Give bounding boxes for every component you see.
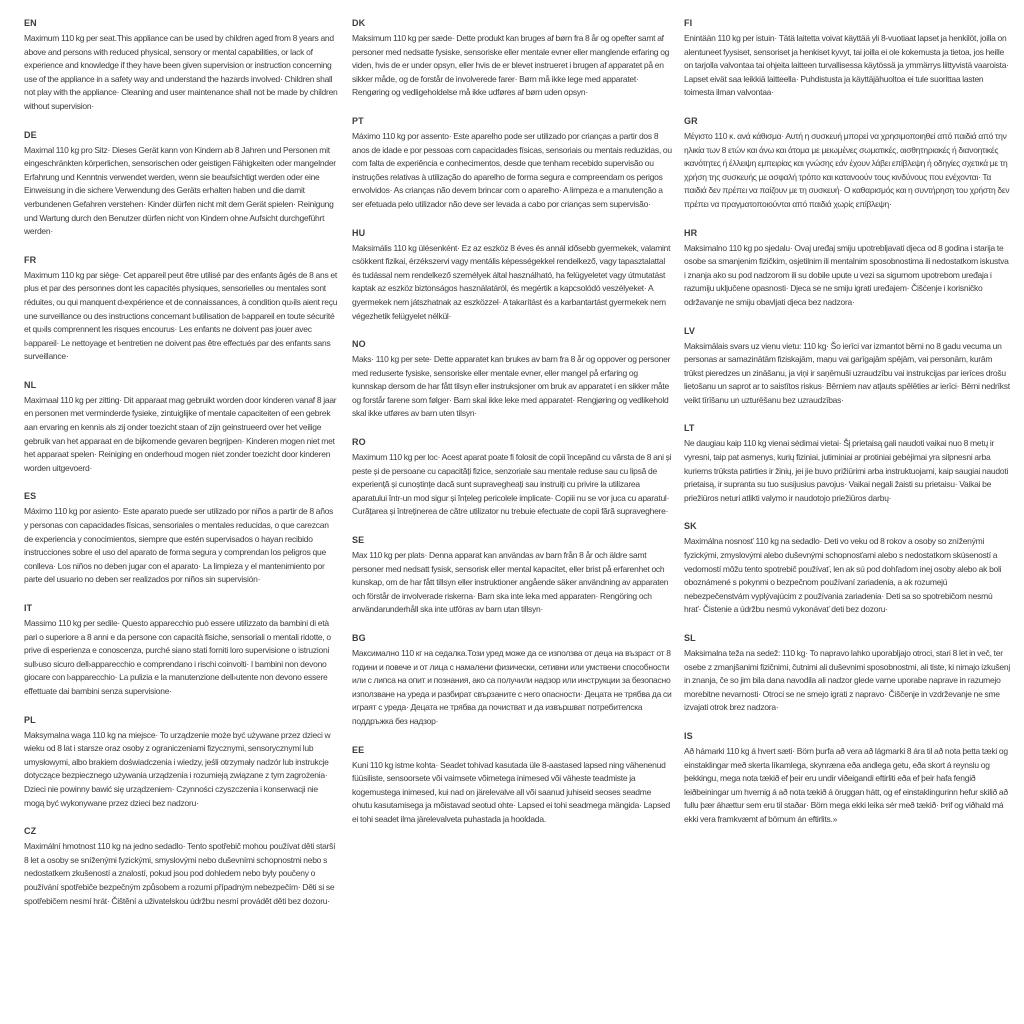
language-section-pl bbox=[24, 713, 338, 811]
section-text: Kuni 110 kg istme kohta· Seadet tohivad kasutada üle 8-aastased lapsed ning vähenenud füüsiliste, sensoorsete või vaimsete võimetega inimesed või väheste teadmiste ja kogemustega inimesed, kui nad on järelevalve all või saanud juhiseid seoses seadme ohutu kasutamisega ja mõistavad seotud ohte· Lapsed ei tohi seadmega mängida· Lapsed ei tohi seadet ilma järelevalveta puhastada ja hooldada. bbox=[352, 759, 670, 824]
language-section-en bbox=[24, 16, 338, 114]
language-section-de bbox=[24, 128, 338, 239]
language-section-ro bbox=[352, 435, 672, 519]
language-code: EN bbox=[24, 18, 37, 28]
language-code: NL bbox=[24, 379, 37, 390]
section-text: Maksimális 110 kg ülésenként· Ez az eszköz 8 éves és annál idősebb gyermekek, valamint csökkent fizikai, érzékszervi vagy mentális képességekkel rendelkező, vagy tapasztalattal és tudással nem rendelkező személyek által használható, ha felügyeletet vagy útmutatást kaptak az eszköz biztonságos használatáról, és megértik a kapcsolódó veszélyeket· A gyermekek nem játszhatnak az eszközzel· A takarítást és a karbantartást gyermekek nem végezhetik felügyelet nélkül· bbox=[352, 242, 671, 321]
language-code: IT bbox=[24, 603, 33, 613]
language-section-lt bbox=[684, 421, 1011, 505]
section-text: Maksimālais svars uz vienu vietu: 110 kg· Šo ierīci var izmantot bērni no 8 gadu vecuma un personas ar samazinātām fiziskajām, maņu vai garīgajām spējām, vai personām, kurām trūkst pieredzes un zināšanu, ja viņi ir saņēmuši uzraudzību vai instrukcijas par ierīces drošu lietošanu un saprot ar to saistītos riskus· Bērniem nav atļauts spēlēties ar ierīci· Bērni nedrīkst veikt tīrīšanu un uzturēšanu bez uzraudzības· bbox=[684, 340, 1010, 405]
section-text: Máximo 110 kg por assento· Este aparelho pode ser utilizado por crianças a partir dos 8 anos de idade e por pessoas com capacidades físicas, sensoriais ou mentais reduzidas, ou com falta de experiência e conhecimentos, desde que tenham recebido supervisão ou instruções relativas à utilização do aparelho de forma segura e compreendam os perigos envolvidos· As crianças não devem brincar com o aparelho· A limpeza e a manutenção a ser efetuada pelo utilizador não deve ser levada a cabo por crianças sem supervisão· bbox=[352, 130, 672, 209]
language-code: DE bbox=[24, 129, 37, 140]
language-code: SE bbox=[352, 535, 365, 546]
language-section-pt bbox=[352, 114, 672, 212]
section-text: Maks· 110 kg per sete· Dette apparatet kan brukes av barn fra 8 år og oppover og personer med reduserte fysiske, sensoriske eller mentale evner, eller mangel på erfaring og kunnskap dersom de har fått tilsyn eller instruksjoner om bruk av apparatet i en sikker måte og forstår farene som følger· Barn skal ikke leke med apparatet· Rengjøring og vedlikehold skal ikke utføres av barn uten tilsyn· bbox=[352, 354, 671, 419]
section-text: Maximal 110 kg pro Sitz· Dieses Gerät kann von Kindern ab 8 Jahren und Personen mit eingeschränkten körperlichen, sensorischen oder geistigen Fähigkeiten oder mangelnder Erfahrung und Kenntnis verwendet werden, wenn sie beaufsichtigt werden oder eine Einweisung in die sichere Verwendung des Geräts erhalten haben und die damit verbundenen Gefahren verstehen· Kinder dürfen nicht mit dem Gerät spielen· Reinigung und Wartung durch den Benutzer dürfen nicht von Kindern ohne Aufsicht durchgeführt werden· bbox=[24, 144, 336, 237]
section-text: Maximálna nosnosť 110 kg na sedadlo· Deti vo veku od 8 rokov a osoby so zníženými fyzickými, zmyslovými alebo duševnými schopnosťami alebo s nedostatkom skúseností a vedomostí môžu tento spotrebič používať, len ak sú pod dohľadom inej osoby alebo ak boli oboznámené s pokynmi o bezpečnom používaní zariadenia, a ak rozumejú nebezpečenstvám vyplývajúcim z používania zariadenia· Deti sa so spotrebičom nesmú hrať· Čistenie a údržbu nesmú vykonávať deti bez dozoru· bbox=[684, 536, 1002, 615]
language-section-fi bbox=[684, 16, 1011, 100]
section-text: Максимално 110 кг на седалка.Този уред може да се използва от деца на възраст от 8 години и повече и от лица с намалени физически, сетивни или умствени способности или с липса на опит и познания, ако са получили надзор или инструкции за безопасно използване на уреда и разбират свързаните с него опасности· Децата не трябва да си играят с уреда· Децата не трябва да почистват и да извършват потребителска поддръжка без надзор· bbox=[352, 648, 672, 726]
section-text: Maximum 110 kg per loc· Acest aparat poate fi folosit de copii începând cu vârsta de 8 ani și peste și de persoane cu capacități fizice, senzoriale sau mentale reduse sau cu lipsă de experiență și cunoștințe dacă sunt supravegheați sau instruiți cu privire la utilizarea aparatului într-un mod sigur și înțeleg pericolele implicate· Copiii nu se vor juca cu aparatul· Curățarea și întreținerea de către utilizator nu trebuie efectuate de copii fără supraveghere· bbox=[352, 452, 672, 517]
language-section-lv bbox=[684, 324, 1011, 408]
column-1 bbox=[0, 16, 341, 922]
language-code: BG bbox=[352, 633, 366, 643]
column-3 bbox=[682, 16, 1024, 922]
language-code: HU bbox=[352, 227, 366, 238]
language-section-sl bbox=[684, 631, 1011, 715]
language-section-is bbox=[684, 729, 1011, 827]
section-text: Maximaal 110 kg per zitting· Dit apparaat mag gebruikt worden door kinderen vanaf 8 jaar en personen met verminderde fysieke, zintuiglijke of mentale capaciteiten of een gebrek aan ervaring en kennis als zij onder toezicht staan of zijn geinstrueerd over het veilige gebruik van het apparaat en de bijkomende gevaren begrijpen· Kinderen mogen niet met het apparaat spelen· Reiniging en onderhoud mogen niet zonder toezicht door kinderen worden uitgevoerd· bbox=[24, 394, 337, 473]
language-section-no bbox=[352, 337, 672, 421]
language-section-hu bbox=[352, 226, 672, 324]
language-section-nl bbox=[24, 378, 338, 476]
language-section-fr bbox=[24, 253, 338, 364]
section-text: Massimo 110 kg per sedile· Questo apparecchio può essere utilizzato da bambini di età pari o superiore a 8 anni e da persone con capacità fisiche, sensoriali o mentali ridotte, o prive di esperienza e conoscenza, purché siano stati forniti loro supervisione o istruzioni sull›uso sicuro dell›apparecchio e comprendano i rischi coinvolti· I bambini non devono giocare con l›apparecchio· La pulizia e la manutenzione dell›utente non devono essere effettuate dai bambini senza supervisione· bbox=[24, 618, 331, 696]
section-text: Maximální hmotnost 110 kg na jedno sedadlo· Tento spotřebič mohou používat děti starší 8 let a osoby se sníženými fyzickými, smyslovými nebo duševními schopnostmi nebo s nedostatkem zkušeností a znalostí, pokud jsou pod dohledem nebo byly poučeny o používání spotřebiče bezpečným způsobem a rozumí případným nebezpečím· Děti si se spotřebičem nesmí hrát· Čištění a uživatelskou údržbu nesmí provádět děti bez dozoru· bbox=[24, 841, 336, 906]
language-code: GR bbox=[684, 115, 698, 126]
language-code: IS bbox=[684, 730, 693, 741]
section-text: Maximum 110 kg per seat.This appliance can be used by children aged from 8 years and above and persons with reduced physical, sensory or mental capabilities, or lack of experience and knowledge if they have been given supervision or instruction concerning use of the appliance in a safety way and understand the hazards involved· Children shall not play with the appliance· Cleaning and user maintenance shall not be made by children without supervision· bbox=[24, 33, 338, 111]
language-code: EE bbox=[352, 744, 365, 755]
section-text: Μέγιστο 110 κ. ανά κάθισμα· Αυτή η συσκευή μπορεί να χρησιμοποιηθεί από παιδιά από την ηλικία των 8 ετών και άνω και άτομα με μειωμένες σωματικές, αισθητηριακές ή διανοητικές ικανότητες ή έλλειψη εμπειρίας και γνώσης εάν έχουν λάβει επίβλεψη ή οδηγίες σχετικά με τη χρήση της συσκευής με ασφαλή τρόπο και κατανοούν τους κινδύνους που ενέχονται· Τα παιδιά δεν πρέπει να παίζουν με τη συσκευή· Ο καθαρισμός και η συντήρηση του χρήστη δεν πρέπει να πραγματοποιούνται από παιδιά χωρίς επίβλεψη· bbox=[684, 130, 1010, 209]
language-section-cz bbox=[24, 824, 338, 908]
language-code: ES bbox=[24, 491, 37, 502]
language-section-es bbox=[24, 489, 338, 587]
section-text: Maksimum 110 kg per sæde· Dette produkt kan bruges af børn fra 8 år og opefter samt af personer med nedsatte fysiske, sensoriske eller mentale evner eller manglende erfaring og viden, hvis de er under opsyn, eller hvis de er blevet instrueret i brugen af apparatet på en sikker måde, og de forstår de involverede farer· Børn må ikke lege med apparatet· Rengøring og vedligeholdelse må ikke udføres af børn uden opsyn· bbox=[352, 33, 670, 98]
language-code: CZ bbox=[24, 826, 37, 837]
language-code: HR bbox=[684, 227, 698, 238]
section-text: Maksimalna teža na sedež: 110 kg· To napravo lahko uporabljajo otroci, stari 8 let in več, ter osebe z zmanjšanimi fizičnimi, čutnimi ali duševnimi sposobnostmi, ali tiste, ki nimajo izkušenj in znanja, če so jim bila dana navodila ali nadzor glede varne uporabe naprave in razumejo morebitne nevarnosti· Otroci se ne smejo igrati z napravo· Čiščenje in vzdrževanje ne sme izvajati otrok brez nadzora· bbox=[684, 648, 1011, 713]
language-code: PT bbox=[352, 115, 364, 126]
section-text: Máximo 110 kg por asiento· Este aparato puede ser utilizado por niños a partir de 8 años y personas con capacidades físicas, sensoriales o mentales reducidas, o que carezcan de experiencia y conocimientos, siempre que estén supervisados o hayan recibido instrucciones sobre el uso del aparato de forma segura y comprendan los peligros que conlleva· Los niños no deben jugar con el aparato· La limpieza y el mantenimiento por parte del usuario no deben ser realizados por niños sin supervisión· bbox=[24, 506, 334, 585]
language-section-se bbox=[352, 533, 672, 617]
language-code: SL bbox=[684, 633, 696, 643]
language-section-sk bbox=[684, 519, 1011, 617]
language-section-bg bbox=[352, 631, 672, 729]
language-code: RO bbox=[352, 437, 366, 448]
language-section-hr bbox=[684, 226, 1011, 310]
section-text: Max 110 kg per plats· Denna apparat kan användas av barn från 8 år och äldre samt personer med nedsatt fysisk, sensorisk eller mental kapacitet, eller brist på erfarenhet och kunskap, om de har fått tillsyn eller instruktioner angående säker användning av apparaten och förstår de involverade riskerna· Barn ska inte leka med apparaten· Rengöring och användarunderhåll ska inte utföras av barn utan tillsyn· bbox=[352, 550, 669, 615]
language-code: NO bbox=[352, 339, 366, 350]
language-section-it bbox=[24, 601, 338, 699]
language-code: PL bbox=[24, 714, 36, 725]
language-section-dk bbox=[352, 16, 672, 100]
section-text: Að hámarki 110 kg á hvert sæti· Börn þurfa að vera að lágmarki 8 ára til að nota þetta tæki og einstaklingar með skerta líkamlega, skynræna eða andlega getu, eða skort á reynslu og þekkingu, mega nota tækið ef þeir eru undir viðeigandi eftirliti eða ef þeir hafa fengið leiðbeiningar um hvernig á að nota tækið á öruggan hátt, og ef einstaklingurinn hefur skilið að fullu þær áhættur sem eru til staðar· Börn mega ekki leika sér með tækið· Þrif og viðhald má ekki vera framkvæmt af börnum án eftirlits.» bbox=[684, 745, 1008, 824]
section-text: Maksimalno 110 kg po sjedalu· Ovaj uređaj smiju upotrebljavati djeca od 8 godina i starija te osobe sa smanjenim fizičkim, osjetilnim ili mentalnim sposobnostima ili nedostatkom iskustva i znanja ako su pod nadzorom ili su dobile upute u vezi sa sigurnom upotrebom uređaja i razumiju uključene opasnosti· Djeca se ne smiju igrati uređajem· Čišćenje i korisničko održavanje ne smiju obavljati djeca bez nadzora· bbox=[684, 242, 1009, 307]
section-text: Ne daugiau kaip 110 kg vienai sėdimai vietai· Šį prietaisą gali naudoti vaikai nuo 8 metų ir vyresni, taip pat asmenys, kurių fiziniai, jutiminiai ar protiniai gebėjimai yra silpnesni arba kuriems trūksta patirties ir žinių, jei jie buvo prižiūrimi arba instruktuojami, kaip saugiai naudoti prietaisą, ir supranta su tuo susijusius pavojus· Vaikai negali žaisti su prietaisu· Vaikai be priežiūros neturi atlikti valymo ir naudotojo priežiūros darbų· bbox=[684, 438, 1009, 503]
column-2 bbox=[341, 16, 682, 922]
section-text: Maximum 110 kg par siège· Cet appareil peut être utilisé par des enfants âgés de 8 ans et plus et par des personnes dont les capacités physiques, sensorielles ou mentales sont réduites, ou qui manquent d›expérience et de connaissances, à condition qu›ils aient reçu une surveillance ou des instructions concernant l›utilisation de l›appareil en toute sécurité et qu›ils comprennent les risques encourus· Les enfants ne doivent pas jouer avec l›appareil· Le nettoyage et l›entretien ne doivent pas être effectués par des enfants sans surveillance· bbox=[24, 269, 338, 362]
language-code: LV bbox=[684, 325, 696, 336]
language-code: SK bbox=[684, 521, 697, 532]
section-text: Maksymalna waga 110 kg na miejsce· To urządzenie może być używane przez dzieci w wieku od 8 lat i starsze oraz osoby z ograniczeniami fizycznymi, sensorycznymi lub umysłowymi, albo brakiem doświadczenia i wiedzy, jeśli otrzymały nadzór lub instrukcje dotyczące bezpiecznego używania urządzenia i rozumieją związane z tym zagrożenia· Dzieci nie powinny bawić się urządzeniem· Czynności czyszczenia i konserwacji nie mogą być wykonywane przez dzieci bez nadzoru· bbox=[24, 729, 331, 808]
language-code: FR bbox=[24, 254, 37, 265]
language-code: DK bbox=[352, 18, 366, 28]
language-section-ee bbox=[352, 743, 672, 827]
section-text: Enintään 110 kg per istuin· Tätä laitetta voivat käyttää yli 8-vuotiaat lapset ja henkilöt, joilla on alentuneet fyysiset, sensoriset ja henkiset kyvyt, tai joilla ei ole kokemusta ja tietoa, jos heille on tarjolla valvontaa tai ohjeita laitteen turvallisessa käytössä ja ymmärrys liittyvistä vaaroista· Lapset eivät saa leikkiä laitteella· Puhdistusta ja käyttäjähuoltoa ei tule suorittaa lasten toimesta ilman valvontaa· bbox=[684, 33, 1009, 98]
language-code: LT bbox=[684, 423, 695, 434]
language-section-gr bbox=[684, 114, 1011, 212]
language-code: FI bbox=[684, 18, 693, 28]
